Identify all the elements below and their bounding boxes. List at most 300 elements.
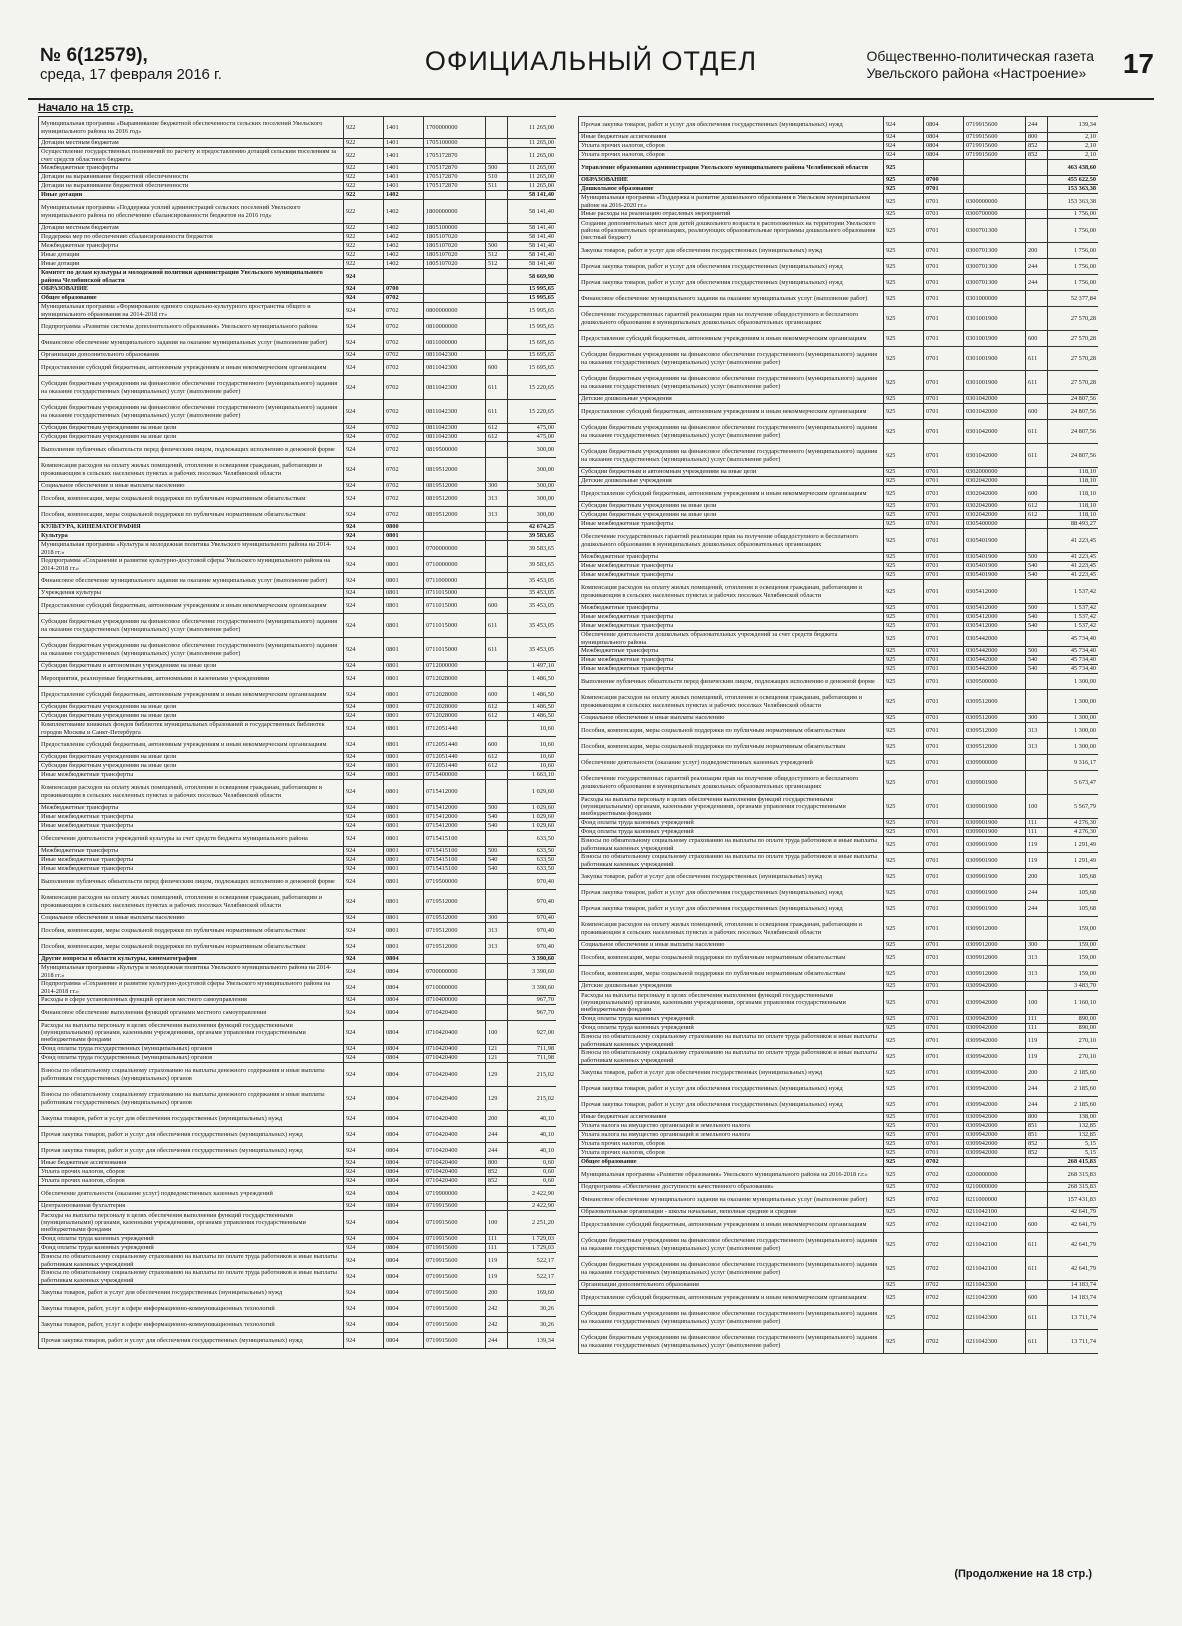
- row-sum: 41 223,45: [1048, 529, 1099, 553]
- row-expense-type: 611: [1026, 347, 1048, 371]
- row-name: Общее образование: [39, 294, 344, 303]
- row-section-code: 0701: [924, 837, 964, 853]
- row-section-code: 0701: [924, 755, 964, 771]
- table-row: [39, 303, 557, 319]
- table-row: [39, 1168, 557, 1177]
- table-row: [39, 1159, 557, 1168]
- row-expense-type: [486, 117, 508, 139]
- row-name: Компенсация расходов на оплату жилых помещений, отопления и освещения гражданам, работающим и проживающим в сельских населенных пунктах и рабочих поселках Челябинской области: [579, 580, 884, 604]
- table-row: [39, 687, 557, 703]
- row-sum: 58 141,40: [508, 191, 557, 200]
- row-section-code: 0804: [384, 1317, 424, 1333]
- row-name: Прочая закупка товаров, работ и услуг для обеспечения государственных (муниципальных) нужд: [579, 901, 884, 917]
- table-row: [579, 194, 1099, 210]
- row-admin-code: 924: [344, 598, 384, 614]
- row-sum: 15 995,65: [508, 303, 557, 319]
- row-section-code: 0702: [384, 303, 424, 319]
- row-target-code: [424, 294, 486, 303]
- row-name: Пособия, компенсации, меры социальной поддержки по публичным нормативным обязательствам: [39, 939, 344, 955]
- row-admin-code: 925: [884, 529, 924, 553]
- row-section-code: 0701: [924, 853, 964, 869]
- row-admin-code: 925: [884, 259, 924, 275]
- row-admin-code: 925: [884, 1183, 924, 1192]
- row-admin-code: 922: [344, 182, 384, 191]
- row-sum: 1 300,00: [1048, 723, 1099, 739]
- row-name: Учреждения культуры: [39, 589, 344, 598]
- left-column: [38, 116, 556, 1562]
- row-expense-type: [1026, 160, 1048, 176]
- row-sum: 10,60: [508, 721, 557, 737]
- table-row: [39, 1111, 557, 1127]
- row-sum: 11 265,00: [508, 173, 557, 182]
- row-expense-type: 313: [486, 923, 508, 939]
- row-target-code: 0300701300: [964, 243, 1026, 259]
- row-expense-type: [1026, 982, 1048, 991]
- table-row: [39, 762, 557, 771]
- row-sum: 1 291,49: [1048, 853, 1099, 869]
- row-admin-code: 922: [344, 173, 384, 182]
- row-target-code: 0309901900: [964, 885, 1026, 901]
- row-sum: 41 223,45: [1048, 571, 1099, 580]
- table-row: [39, 1143, 557, 1159]
- row-admin-code: 925: [884, 562, 924, 571]
- row-expense-type: [486, 224, 508, 233]
- row-name: Закупка товаров, работ и услуг для обеспечения государственных (муниципальных) нужд: [579, 243, 884, 259]
- table-row: [579, 991, 1099, 1015]
- row-section-code: 0804: [924, 142, 964, 151]
- table-row: [579, 1257, 1099, 1281]
- issue-date: среда, 17 февраля 2016 г.: [40, 66, 222, 83]
- table-row: [579, 371, 1099, 395]
- row-admin-code: 925: [884, 291, 924, 307]
- row-admin-code: 925: [884, 795, 924, 819]
- table-row: [39, 1202, 557, 1211]
- row-target-code: 0710420400: [424, 1143, 486, 1159]
- row-name: Фонд оплаты труда казенных учреждений: [579, 828, 884, 837]
- row-section-code: 0801: [384, 831, 424, 847]
- row-expense-type: 313: [1026, 739, 1048, 755]
- row-target-code: 0811042300: [424, 424, 486, 433]
- row-name: Взносы по обязательному социальному страхованию на выплаты по оплате труда работников и иные выплаты работникам казенных учреждений: [579, 853, 884, 869]
- row-sum: 522,17: [508, 1253, 557, 1269]
- row-section-code: 0701: [924, 371, 964, 395]
- row-section-code: 0701: [924, 869, 964, 885]
- row-expense-type: 242: [486, 1317, 508, 1333]
- row-admin-code: 925: [884, 1122, 924, 1131]
- table-row: [39, 703, 557, 712]
- row-sum: 42 641,79: [1048, 1208, 1099, 1217]
- row-expense-type: [1026, 185, 1048, 194]
- row-target-code: 0211042300: [964, 1330, 1026, 1354]
- row-name: Субсидии бюджетным учреждениям на финансовое обеспечение государственного (муниципального) задания на оказание государственных (муниципальных) услуг (выполнение работ): [579, 1330, 884, 1354]
- row-admin-code: 925: [884, 571, 924, 580]
- table-row: [39, 914, 557, 923]
- row-section-code: 1401: [384, 148, 424, 164]
- table-row: [39, 813, 557, 822]
- row-admin-code: 924: [344, 712, 384, 721]
- table-row: [39, 541, 557, 557]
- row-admin-code: 925: [884, 1065, 924, 1081]
- row-name: Муниципальная программа «Поддержка и развитие дошкольного образования в Увельском муниципальном районе на 2016-2020 гг.»: [579, 194, 884, 210]
- row-expense-type: 244: [1026, 885, 1048, 901]
- row-name: Субсидии бюджетным учреждениям на иные цели: [579, 502, 884, 511]
- row-expense-type: [486, 148, 508, 164]
- row-name: Субсидии бюджетным учреждениям на иные цели: [39, 762, 344, 771]
- row-expense-type: 511: [486, 182, 508, 191]
- row-admin-code: 925: [884, 690, 924, 714]
- row-section-code: 0701: [924, 291, 964, 307]
- row-sum: 0,60: [508, 1168, 557, 1177]
- table-row: [579, 219, 1099, 243]
- row-name: Прочая закупка товаров, работ и услуг для обеспечения государственных (муниципальных) нужд: [579, 885, 884, 901]
- row-sum: 27 570,28: [1048, 347, 1099, 371]
- row-sum: 15 995,65: [508, 319, 557, 335]
- table-row: [39, 1063, 557, 1087]
- row-target-code: 0309901900: [964, 853, 1026, 869]
- row-sum: 215,02: [508, 1087, 557, 1111]
- table-row: [579, 622, 1099, 631]
- row-section-code: 0804: [384, 1005, 424, 1021]
- row-name: Финансовое обеспечение муниципального задания на оказание муниципальных услуг (выполнение работ): [39, 573, 344, 589]
- row-expense-type: [486, 874, 508, 890]
- row-sum: 1 029,60: [508, 780, 557, 804]
- row-sum: 1 029,60: [508, 822, 557, 831]
- table-row: [39, 573, 557, 589]
- row-section-code: 0804: [384, 1269, 424, 1285]
- row-expense-type: [1026, 771, 1048, 795]
- table-row: [39, 598, 557, 614]
- row-name: Подпрограмма «Сохранение и развитие культурно-досуговой сферы Увельского муниципального района на 2014-2018 гг.»: [39, 557, 344, 573]
- row-target-code: 0302042000: [964, 502, 1026, 511]
- row-sum: 1 300,00: [1048, 674, 1099, 690]
- row-sum: 45 734,40: [1048, 656, 1099, 665]
- row-admin-code: 924: [344, 335, 384, 351]
- row-name: Подпрограмма «Развитие системы дополнительного образования» Увельского муниципального района: [39, 319, 344, 335]
- page-header: [28, 40, 1154, 100]
- table-row: [39, 890, 557, 914]
- row-expense-type: 111: [1026, 1015, 1048, 1024]
- row-expense-type: [486, 532, 508, 541]
- row-name: Фонд оплаты труда государственных (муниципальных) органов: [39, 1045, 344, 1054]
- row-sum: 24 807,56: [1048, 444, 1099, 468]
- row-admin-code: 924: [344, 1159, 384, 1168]
- row-name: Управление образования администрации Увельского муниципального района Челябинской области: [579, 160, 884, 176]
- row-section-code: 0701: [924, 613, 964, 622]
- row-admin-code: 924: [344, 1244, 384, 1253]
- row-target-code: 1705172870: [424, 182, 486, 191]
- row-sum: 157 431,83: [1048, 1192, 1099, 1208]
- row-section-code: 0702: [384, 360, 424, 376]
- row-section-code: 1402: [384, 251, 424, 260]
- table-row: [579, 1081, 1099, 1097]
- row-section-code: 0801: [384, 847, 424, 856]
- row-sum: 300,00: [508, 458, 557, 482]
- row-target-code: 0712051440: [424, 721, 486, 737]
- table-row: [39, 822, 557, 831]
- row-expense-type: [1026, 1158, 1048, 1167]
- row-expense-type: 612: [486, 753, 508, 762]
- row-target-code: 0819500000: [424, 442, 486, 458]
- row-expense-type: 611: [486, 638, 508, 662]
- row-admin-code: 924: [344, 442, 384, 458]
- continued-to-note: (Продолжение на 18 стр.): [954, 1568, 1092, 1580]
- row-target-code: 0710000000: [424, 980, 486, 996]
- row-name: Предоставление субсидий бюджетным, автономным учреждениям и иным некоммерческим организациям: [579, 404, 884, 420]
- row-expense-type: 540: [1026, 622, 1048, 631]
- table-row: [579, 477, 1099, 486]
- row-expense-type: 852: [1026, 151, 1048, 160]
- row-expense-type: 611: [1026, 1233, 1048, 1257]
- row-name: Пособия, компенсации, меры социальной поддержки по публичным нормативным обязательствам: [579, 950, 884, 966]
- row-section-code: 0702: [924, 1208, 964, 1217]
- row-section-code: 0804: [924, 117, 964, 133]
- row-admin-code: 925: [884, 674, 924, 690]
- row-admin-code: 924: [344, 671, 384, 687]
- row-target-code: 0715412000: [424, 813, 486, 822]
- row-target-code: 0712028000: [424, 687, 486, 703]
- row-section-code: 0701: [924, 982, 964, 991]
- row-sum: 300,00: [508, 491, 557, 507]
- row-target-code: 0700000000: [424, 964, 486, 980]
- table-row: [579, 160, 1099, 176]
- row-expense-type: 313: [486, 507, 508, 523]
- row-name: Взносы по обязательному социальному страхованию на выплаты по оплате труда работников и иные выплаты работникам казенных учреждений: [579, 1049, 884, 1065]
- row-expense-type: 540: [486, 865, 508, 874]
- row-name: Пособия, компенсации, меры социальной поддержки по публичным нормативным обязательствам: [579, 966, 884, 982]
- row-target-code: 0309901900: [964, 837, 1026, 853]
- row-admin-code: 924: [344, 1054, 384, 1063]
- row-admin-code: 925: [884, 1167, 924, 1183]
- row-admin-code: 924: [344, 914, 384, 923]
- row-section-code: 0701: [924, 739, 964, 755]
- table-row: [39, 360, 557, 376]
- row-target-code: 0819512000: [424, 507, 486, 523]
- row-target-code: 0211042100: [964, 1233, 1026, 1257]
- row-sum: 475,00: [508, 433, 557, 442]
- row-name: Фонд оплаты труда казенных учреждений: [39, 1244, 344, 1253]
- row-expense-type: [1026, 468, 1048, 477]
- row-name: Расходы в сфере установленных функций органов местного самоуправления: [39, 996, 344, 1005]
- row-admin-code: 924: [344, 1143, 384, 1159]
- table-row: [579, 631, 1099, 647]
- table-row: [579, 647, 1099, 656]
- row-expense-type: [1026, 1192, 1048, 1208]
- row-section-code: 0804: [384, 1244, 424, 1253]
- row-section-code: 0701: [924, 580, 964, 604]
- row-expense-type: 244: [486, 1333, 508, 1349]
- row-target-code: 0309912000: [964, 966, 1026, 982]
- row-section-code: 1402: [384, 200, 424, 224]
- row-target-code: 0302000000: [964, 468, 1026, 477]
- row-expense-type: [1026, 690, 1048, 714]
- row-name: Другие вопросы в области культуры, кинематографии: [39, 955, 344, 964]
- table-row: [579, 941, 1099, 950]
- row-admin-code: 925: [884, 347, 924, 371]
- row-target-code: 0700000000: [424, 541, 486, 557]
- row-admin-code: 925: [884, 486, 924, 502]
- table-row: [579, 723, 1099, 739]
- row-name: Выполнение публичных обязательств перед физическим лицом, подлежащих исполнению в денежной форме: [39, 874, 344, 890]
- row-sum: 2 251,20: [508, 1211, 557, 1235]
- row-sum: 2,10: [1048, 151, 1099, 160]
- row-sum: 270,10: [1048, 1049, 1099, 1065]
- row-section-code: 0701: [924, 1140, 964, 1149]
- row-section-code: 0702: [924, 1183, 964, 1192]
- row-admin-code: 925: [884, 613, 924, 622]
- row-target-code: 0309942000: [964, 1131, 1026, 1140]
- row-sum: 1 300,00: [1048, 690, 1099, 714]
- row-section-code: 0702: [924, 1257, 964, 1281]
- row-target-code: 1800000000: [424, 200, 486, 224]
- row-admin-code: 925: [884, 1140, 924, 1149]
- table-row: [39, 251, 557, 260]
- row-section-code: 1401: [384, 173, 424, 182]
- row-target-code: 0710420400: [424, 1111, 486, 1127]
- row-sum: 2 422,90: [508, 1186, 557, 1202]
- row-expense-type: [1026, 631, 1048, 647]
- row-expense-type: 510: [486, 173, 508, 182]
- row-expense-type: 611: [1026, 420, 1048, 444]
- row-target-code: 0309512000: [964, 714, 1026, 723]
- row-expense-type: 540: [1026, 665, 1048, 674]
- row-target-code: 0719915600: [964, 117, 1026, 133]
- row-admin-code: 924: [344, 804, 384, 813]
- row-section-code: 0701: [924, 444, 964, 468]
- row-target-code: 1805107020: [424, 233, 486, 242]
- row-target-code: 0309500000: [964, 674, 1026, 690]
- row-admin-code: 924: [344, 662, 384, 671]
- row-sum: 4 276,30: [1048, 819, 1099, 828]
- row-section-code: 0701: [924, 1065, 964, 1081]
- row-name: Детские дошкольные учреждения: [579, 982, 884, 991]
- row-target-code: 0305412000: [964, 604, 1026, 613]
- row-section-code: 0804: [384, 1177, 424, 1186]
- row-expense-type: 611: [1026, 1257, 1048, 1281]
- row-section-code: 0701: [924, 631, 964, 647]
- row-name: Прочая закупка товаров, работ и услуг для обеспечения государственных (муниципальных) нужд: [579, 259, 884, 275]
- row-admin-code: 924: [344, 996, 384, 1005]
- row-admin-code: 925: [884, 1015, 924, 1024]
- row-section-code: 0701: [924, 571, 964, 580]
- row-sum: 1 300,00: [1048, 739, 1099, 755]
- row-sum: 41 223,45: [1048, 562, 1099, 571]
- table-row: [579, 853, 1099, 869]
- row-section-code: 0801: [384, 771, 424, 780]
- row-sum: 1 291,49: [1048, 837, 1099, 853]
- row-name: Предоставление субсидий бюджетным, автономным учреждениям и иным некоммерческим организациям: [39, 737, 344, 753]
- row-target-code: 0301001900: [964, 371, 1026, 395]
- row-name: Обеспечение деятельности дошкольных образовательных учреждений за счет средств бюджета муниципального района: [579, 631, 884, 647]
- row-sum: 0,60: [508, 1159, 557, 1168]
- row-sum: 159,00: [1048, 941, 1099, 950]
- row-target-code: 0715412000: [424, 822, 486, 831]
- row-expense-type: 313: [1026, 723, 1048, 739]
- row-expense-type: 244: [486, 1127, 508, 1143]
- row-section-code: 0701: [924, 1131, 964, 1140]
- table-row: [579, 1140, 1099, 1149]
- row-sum: 268 315,83: [1048, 1167, 1099, 1183]
- row-expense-type: 242: [486, 1301, 508, 1317]
- row-section-code: 0701: [924, 468, 964, 477]
- row-expense-type: 200: [1026, 869, 1048, 885]
- row-section-code: 0701: [924, 1149, 964, 1158]
- table-row: [39, 173, 557, 182]
- row-section-code: 0701: [924, 486, 964, 502]
- row-admin-code: 924: [344, 1285, 384, 1301]
- row-name: Субсидии бюджетным учреждениям на финансовое обеспечение государственного (муниципального) задания на оказание государственных (муниципальных) услуг (выполнение работ): [579, 444, 884, 468]
- row-section-code: 0804: [384, 1301, 424, 1317]
- row-sum: 11 265,00: [508, 164, 557, 173]
- row-name: Мероприятия, реализуемые бюджетными, автономными и казенными учреждениями: [39, 671, 344, 687]
- row-section-code: 0701: [924, 665, 964, 674]
- row-name: Компенсация расходов на оплату жилых помещений, отопления и освещения гражданам, работающим и проживающим в сельских населенных пунктах и рабочих поселках Челябинской области: [39, 780, 344, 804]
- table-row: [39, 523, 557, 532]
- row-target-code: 0719915600: [964, 142, 1026, 151]
- row-admin-code: 924: [344, 1177, 384, 1186]
- row-admin-code: 925: [884, 185, 924, 194]
- row-admin-code: 924: [344, 813, 384, 822]
- row-target-code: 0710420400: [424, 1168, 486, 1177]
- row-name: Компенсация расходов на оплату жилых помещений, отопления и освещения гражданам, работающим и проживающим в сельских населенных пунктах и рабочих поселках Челябинской области: [579, 690, 884, 714]
- row-section-code: 0804: [384, 1021, 424, 1045]
- row-sum: 1 486,50: [508, 712, 557, 721]
- row-admin-code: 925: [884, 1290, 924, 1306]
- row-expense-type: 852: [1026, 1149, 1048, 1158]
- row-admin-code: 924: [344, 638, 384, 662]
- table-row: [39, 532, 557, 541]
- row-sum: 10,60: [508, 753, 557, 762]
- row-name: Иные межбюджетные трансферты: [579, 656, 884, 665]
- row-target-code: 0719512000: [424, 939, 486, 955]
- row-sum: 138,00: [1048, 1113, 1099, 1122]
- row-name: Предоставление субсидий бюджетным, автономным учреждениям и иным некоммерческим организациям: [579, 1217, 884, 1233]
- row-target-code: 0719915600: [424, 1202, 486, 1211]
- row-sum: 475,00: [508, 424, 557, 433]
- row-section-code: 0701: [924, 395, 964, 404]
- row-expense-type: 600: [486, 598, 508, 614]
- row-section-code: 0801: [384, 541, 424, 557]
- row-expense-type: 600: [486, 687, 508, 703]
- row-sum: 27 570,28: [1048, 371, 1099, 395]
- row-section-code: 0801: [384, 865, 424, 874]
- row-section-code: 0701: [924, 795, 964, 819]
- row-name: Подпрограмма «Сохранение и развитие культурно-досуговой сферы Увельского муниципального района на 2014-2018 гг.»: [39, 980, 344, 996]
- table-row: [39, 285, 557, 294]
- row-name: Закупка товаров, работ и услуг для обеспечения государственных (муниципальных) нужд: [39, 1111, 344, 1127]
- table-row: [39, 955, 557, 964]
- row-target-code: 0819512000: [424, 491, 486, 507]
- row-expense-type: 300: [486, 482, 508, 491]
- row-section-code: 0701: [924, 477, 964, 486]
- row-sum: 42 674,25: [508, 523, 557, 532]
- row-expense-type: 111: [1026, 1024, 1048, 1033]
- row-name: Дотации местным бюджетам: [39, 224, 344, 233]
- row-sum: 9 316,17: [1048, 755, 1099, 771]
- row-target-code: 0305442000: [964, 647, 1026, 656]
- row-sum: 58 141,40: [508, 251, 557, 260]
- row-section-code: 0804: [384, 964, 424, 980]
- row-target-code: 0309901900: [964, 795, 1026, 819]
- table-row: [39, 1127, 557, 1143]
- table-row: [39, 589, 557, 598]
- table-row: [39, 780, 557, 804]
- row-target-code: 0305401900: [964, 553, 1026, 562]
- row-name: Субсидии бюджетным учреждениям на финансовое обеспечение государственного (муниципального) задания на оказание государственных (муниципальных) услуг (выполнение работ): [579, 371, 884, 395]
- row-target-code: [964, 160, 1026, 176]
- row-section-code: 0702: [924, 1192, 964, 1208]
- row-expense-type: [486, 523, 508, 532]
- row-sum: 890,00: [1048, 1024, 1099, 1033]
